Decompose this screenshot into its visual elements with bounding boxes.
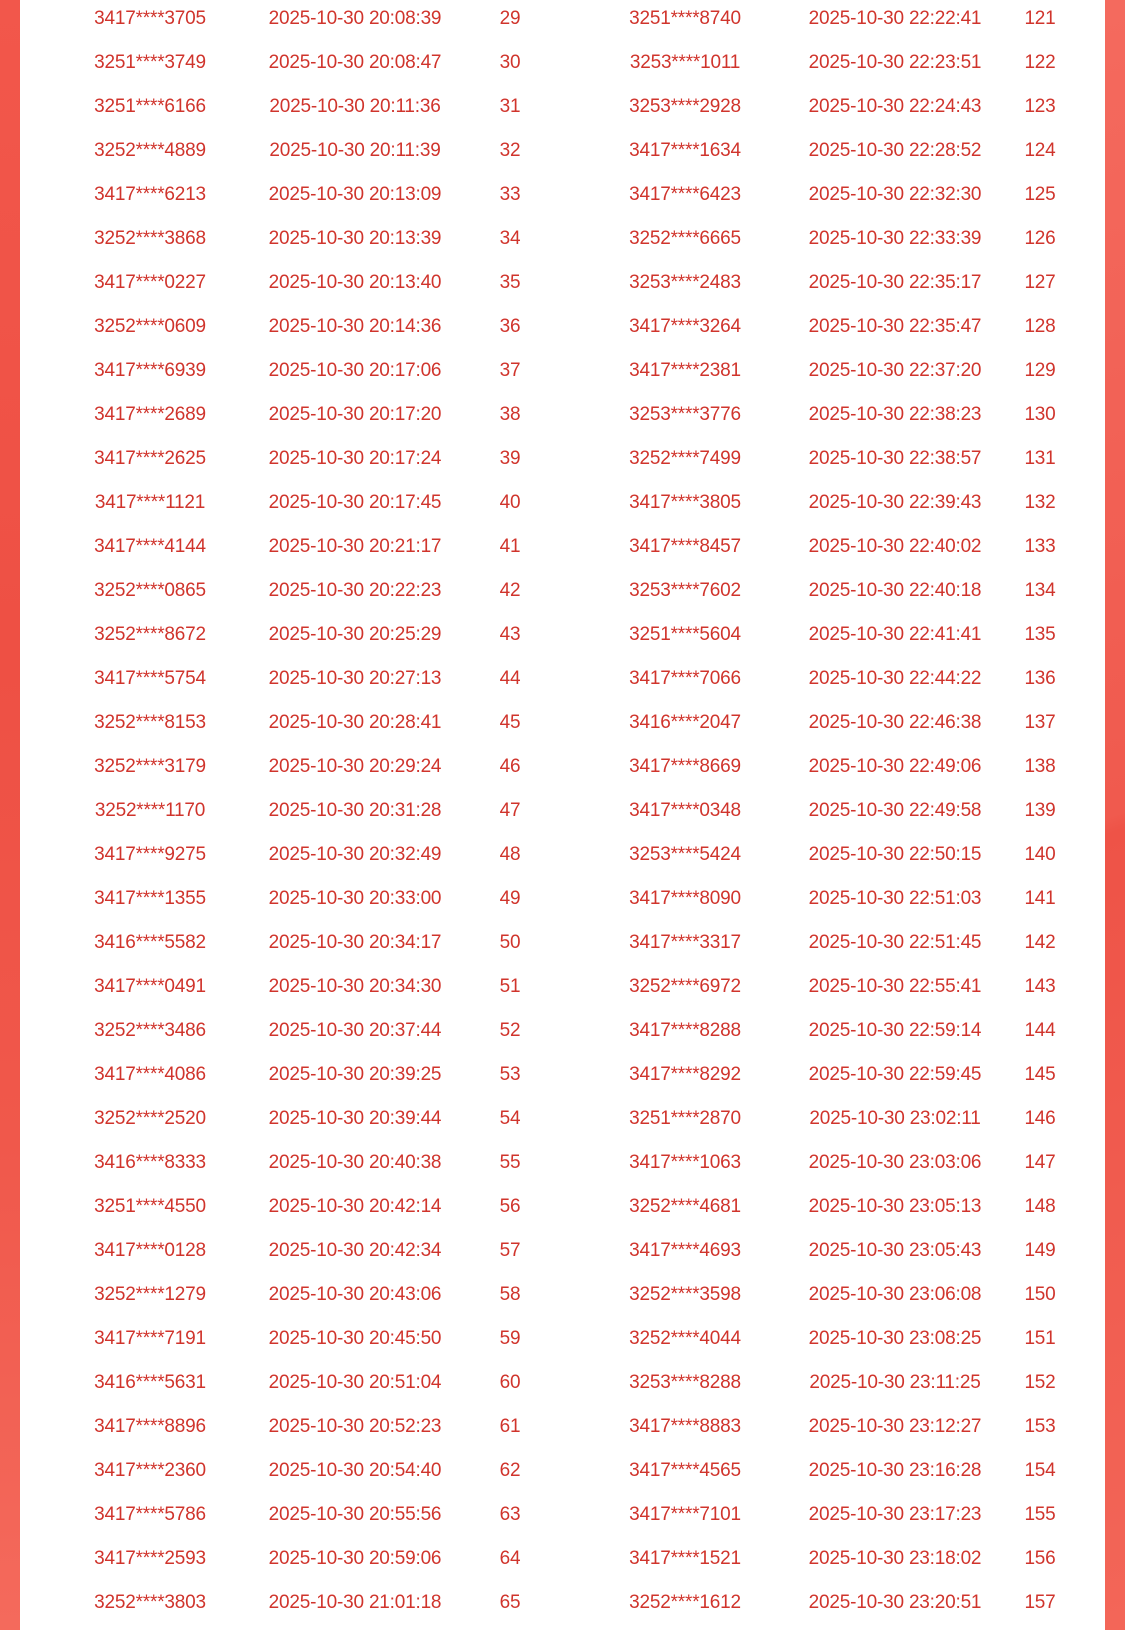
timestamp-cell: 2025-10-30 20:21:17 bbox=[268, 536, 442, 557]
rank-number-cell: 145 bbox=[1024, 1064, 1056, 1085]
rank-number-cell: 140 bbox=[1024, 844, 1056, 865]
timestamp-cell: 2025-10-30 22:49:58 bbox=[808, 800, 982, 821]
timestamp-cell: 2025-10-30 20:22:23 bbox=[268, 580, 442, 601]
rank-number-cell: 146 bbox=[1024, 1108, 1056, 1129]
rank-number-cell: 36 bbox=[499, 316, 521, 337]
phone-number-cell: 3417****2625 bbox=[94, 448, 206, 469]
phone-number-cell: 3417****3317 bbox=[629, 932, 741, 953]
phone-number-cell: 3417****4144 bbox=[94, 536, 206, 557]
rank-number-cell: 41 bbox=[499, 536, 521, 557]
phone-number-cell: 3417****2689 bbox=[94, 404, 206, 425]
phone-number-cell: 3251****2870 bbox=[629, 1108, 741, 1129]
table-row bbox=[20, 88, 1105, 132]
timestamp-cell: 2025-10-30 20:32:49 bbox=[268, 844, 442, 865]
phone-number-cell: 3252****1279 bbox=[94, 1284, 206, 1305]
rank-number-cell: 32 bbox=[499, 140, 521, 161]
timestamp-cell: 2025-10-30 23:20:51 bbox=[808, 1592, 982, 1613]
rank-number-cell: 39 bbox=[499, 448, 521, 469]
table-row bbox=[20, 880, 1105, 924]
rank-number-cell: 47 bbox=[499, 800, 521, 821]
phone-number-cell: 3417****0491 bbox=[94, 976, 206, 997]
phone-number-cell: 3417****6213 bbox=[94, 184, 206, 205]
timestamp-cell: 2025-10-30 20:55:56 bbox=[268, 1504, 442, 1525]
phone-number-cell: 3253****2483 bbox=[629, 272, 741, 293]
rank-number-cell: 52 bbox=[499, 1020, 521, 1041]
phone-number-cell: 3252****3486 bbox=[94, 1020, 206, 1041]
phone-number-cell: 3252****3179 bbox=[94, 756, 206, 777]
phone-number-cell: 3251****3749 bbox=[94, 52, 206, 73]
phone-number-cell: 3251****5604 bbox=[629, 624, 741, 645]
table-row bbox=[20, 1364, 1105, 1408]
phone-number-cell: 3253****1011 bbox=[629, 52, 741, 73]
timestamp-cell: 2025-10-30 22:33:39 bbox=[808, 228, 982, 249]
timestamp-cell: 2025-10-30 20:40:38 bbox=[268, 1152, 442, 1173]
rank-number-cell: 35 bbox=[499, 272, 521, 293]
rank-number-cell: 49 bbox=[499, 888, 521, 909]
table-row bbox=[20, 176, 1105, 220]
phone-number-cell: 3417****4693 bbox=[629, 1240, 741, 1261]
timestamp-cell: 2025-10-30 20:17:06 bbox=[268, 360, 442, 381]
timestamp-cell: 2025-10-30 20:17:24 bbox=[268, 448, 442, 469]
timestamp-cell: 2025-10-30 22:51:45 bbox=[808, 932, 982, 953]
rank-number-cell: 60 bbox=[499, 1372, 521, 1393]
table-row bbox=[20, 1320, 1105, 1364]
rank-number-cell: 48 bbox=[499, 844, 521, 865]
rank-number-cell: 56 bbox=[499, 1196, 521, 1217]
phone-number-cell: 3417****8883 bbox=[629, 1416, 741, 1437]
rank-number-cell: 157 bbox=[1024, 1592, 1056, 1613]
phone-number-cell: 3253****5424 bbox=[629, 844, 741, 865]
table-row bbox=[20, 308, 1105, 352]
rank-number-cell: 133 bbox=[1024, 536, 1056, 557]
phone-number-cell: 3417****5754 bbox=[94, 668, 206, 689]
phone-number-cell: 3252****4889 bbox=[94, 140, 206, 161]
phone-number-cell: 3417****4565 bbox=[629, 1460, 741, 1481]
timestamp-cell: 2025-10-30 20:31:28 bbox=[268, 800, 442, 821]
phone-number-cell: 3417****1634 bbox=[629, 140, 741, 161]
table-row bbox=[20, 1056, 1105, 1100]
phone-number-cell: 3417****3705 bbox=[94, 8, 206, 29]
timestamp-cell: 2025-10-30 23:12:27 bbox=[808, 1416, 982, 1437]
table-row bbox=[20, 616, 1105, 660]
timestamp-cell: 2025-10-30 22:28:52 bbox=[808, 140, 982, 161]
timestamp-cell: 2025-10-30 22:39:43 bbox=[808, 492, 982, 513]
rank-number-cell: 154 bbox=[1024, 1460, 1056, 1481]
rank-number-cell: 128 bbox=[1024, 316, 1056, 337]
timestamp-cell: 2025-10-30 22:50:15 bbox=[808, 844, 982, 865]
timestamp-cell: 2025-10-30 20:11:36 bbox=[269, 96, 441, 117]
timestamp-cell: 2025-10-30 22:32:30 bbox=[808, 184, 982, 205]
timestamp-cell: 2025-10-30 20:34:30 bbox=[268, 976, 442, 997]
rank-number-cell: 138 bbox=[1024, 756, 1056, 777]
rank-number-cell: 143 bbox=[1024, 976, 1056, 997]
timestamp-cell: 2025-10-30 22:46:38 bbox=[808, 712, 982, 733]
timestamp-cell: 2025-10-30 21:01:18 bbox=[268, 1592, 442, 1613]
rank-number-cell: 51 bbox=[499, 976, 521, 997]
phone-number-cell: 3252****1170 bbox=[94, 800, 206, 821]
rank-number-cell: 30 bbox=[499, 52, 521, 73]
rank-number-cell: 125 bbox=[1024, 184, 1056, 205]
timestamp-cell: 2025-10-30 20:42:34 bbox=[268, 1240, 442, 1261]
phone-number-cell: 3252****3598 bbox=[629, 1284, 741, 1305]
timestamp-cell: 2025-10-30 20:17:20 bbox=[268, 404, 442, 425]
winners-table bbox=[20, 0, 1105, 1628]
rank-number-cell: 38 bbox=[499, 404, 521, 425]
table-row bbox=[20, 528, 1105, 572]
phone-number-cell: 3252****4044 bbox=[629, 1328, 741, 1349]
rank-number-cell: 31 bbox=[499, 96, 521, 117]
rank-number-cell: 141 bbox=[1024, 888, 1056, 909]
rank-number-cell: 57 bbox=[499, 1240, 521, 1261]
timestamp-cell: 2025-10-30 20:28:41 bbox=[268, 712, 442, 733]
table-row bbox=[20, 1232, 1105, 1276]
timestamp-cell: 2025-10-30 23:05:13 bbox=[808, 1196, 982, 1217]
table-row bbox=[20, 1584, 1105, 1628]
table-row bbox=[20, 748, 1105, 792]
phone-number-cell: 3417****3805 bbox=[629, 492, 741, 513]
phone-number-cell: 3417****7191 bbox=[94, 1328, 206, 1349]
rank-number-cell: 132 bbox=[1024, 492, 1056, 513]
table-row bbox=[20, 352, 1105, 396]
phone-number-cell: 3417****0348 bbox=[629, 800, 741, 821]
timestamp-cell: 2025-10-30 22:37:20 bbox=[808, 360, 982, 381]
timestamp-cell: 2025-10-30 22:38:23 bbox=[808, 404, 982, 425]
phone-number-cell: 3252****8153 bbox=[94, 712, 206, 733]
table-row bbox=[20, 1540, 1105, 1584]
phone-number-cell: 3417****1355 bbox=[94, 888, 206, 909]
table-row bbox=[20, 1012, 1105, 1056]
timestamp-cell: 2025-10-30 20:13:09 bbox=[268, 184, 442, 205]
timestamp-cell: 2025-10-30 22:59:14 bbox=[808, 1020, 982, 1041]
phone-number-cell: 3251****6166 bbox=[94, 96, 206, 117]
rank-number-cell: 54 bbox=[499, 1108, 521, 1129]
table-row bbox=[20, 220, 1105, 264]
rank-number-cell: 144 bbox=[1024, 1020, 1056, 1041]
rank-number-cell: 156 bbox=[1024, 1548, 1056, 1569]
timestamp-cell: 2025-10-30 23:03:06 bbox=[808, 1152, 982, 1173]
rank-number-cell: 37 bbox=[499, 360, 521, 381]
phone-number-cell: 3252****2520 bbox=[94, 1108, 206, 1129]
table-row bbox=[20, 1188, 1105, 1232]
timestamp-cell: 2025-10-30 23:18:02 bbox=[808, 1548, 982, 1569]
table-row bbox=[20, 660, 1105, 704]
timestamp-cell: 2025-10-30 20:42:14 bbox=[268, 1196, 442, 1217]
phone-number-cell: 3252****6665 bbox=[629, 228, 741, 249]
rank-number-cell: 59 bbox=[499, 1328, 521, 1349]
rank-number-cell: 148 bbox=[1024, 1196, 1056, 1217]
phone-number-cell: 3417****8669 bbox=[629, 756, 741, 777]
rank-number-cell: 147 bbox=[1024, 1152, 1056, 1173]
rank-number-cell: 155 bbox=[1024, 1504, 1056, 1525]
rank-number-cell: 126 bbox=[1024, 228, 1056, 249]
phone-number-cell: 3416****5582 bbox=[94, 932, 206, 953]
phone-number-cell: 3252****0609 bbox=[94, 316, 206, 337]
phone-number-cell: 3417****4086 bbox=[94, 1064, 206, 1085]
rank-number-cell: 121 bbox=[1024, 8, 1056, 29]
phone-number-cell: 3417****1063 bbox=[629, 1152, 741, 1173]
timestamp-cell: 2025-10-30 20:25:29 bbox=[268, 624, 442, 645]
phone-number-cell: 3417****1521 bbox=[629, 1548, 741, 1569]
timestamp-cell: 2025-10-30 22:23:51 bbox=[808, 52, 982, 73]
phone-number-cell: 3252****6972 bbox=[629, 976, 741, 997]
phone-number-cell: 3252****8672 bbox=[94, 624, 206, 645]
phone-number-cell: 3416****8333 bbox=[94, 1152, 206, 1173]
phone-number-cell: 3252****1612 bbox=[629, 1592, 741, 1613]
timestamp-cell: 2025-10-30 20:13:39 bbox=[268, 228, 442, 249]
table-row bbox=[20, 132, 1105, 176]
table-row bbox=[20, 1100, 1105, 1144]
phone-number-cell: 3417****8457 bbox=[629, 536, 741, 557]
timestamp-cell: 2025-10-30 22:44:22 bbox=[808, 668, 982, 689]
phone-number-cell: 3251****4550 bbox=[94, 1196, 206, 1217]
table-row bbox=[20, 264, 1105, 308]
rank-number-cell: 153 bbox=[1024, 1416, 1056, 1437]
table-row bbox=[20, 572, 1105, 616]
timestamp-cell: 2025-10-30 23:11:25 bbox=[809, 1372, 981, 1393]
phone-number-cell: 3417****1121 bbox=[94, 492, 206, 513]
rank-number-cell: 123 bbox=[1024, 96, 1056, 117]
timestamp-cell: 2025-10-30 22:35:47 bbox=[808, 316, 982, 337]
timestamp-cell: 2025-10-30 20:08:47 bbox=[268, 52, 442, 73]
timestamp-cell: 2025-10-30 20:43:06 bbox=[268, 1284, 442, 1305]
timestamp-cell: 2025-10-30 22:35:17 bbox=[808, 272, 982, 293]
timestamp-cell: 2025-10-30 23:05:43 bbox=[808, 1240, 982, 1261]
phone-number-cell: 3417****2360 bbox=[94, 1460, 206, 1481]
rank-number-cell: 43 bbox=[499, 624, 521, 645]
phone-number-cell: 3252****3803 bbox=[94, 1592, 206, 1613]
rank-number-cell: 40 bbox=[499, 492, 521, 513]
table-row bbox=[20, 0, 1105, 44]
timestamp-cell: 2025-10-30 20:14:36 bbox=[268, 316, 442, 337]
phone-number-cell: 3253****3776 bbox=[629, 404, 741, 425]
table-row bbox=[20, 396, 1105, 440]
rank-number-cell: 45 bbox=[499, 712, 521, 733]
phone-number-cell: 3253****2928 bbox=[629, 96, 741, 117]
rank-number-cell: 127 bbox=[1024, 272, 1056, 293]
table-row bbox=[20, 1496, 1105, 1540]
timestamp-cell: 2025-10-30 23:02:11 bbox=[809, 1108, 981, 1129]
timestamp-cell: 2025-10-30 22:40:02 bbox=[808, 536, 982, 557]
phone-number-cell: 3416****5631 bbox=[94, 1372, 206, 1393]
timestamp-cell: 2025-10-30 20:27:13 bbox=[268, 668, 442, 689]
rank-number-cell: 124 bbox=[1024, 140, 1056, 161]
rank-number-cell: 131 bbox=[1024, 448, 1056, 469]
table-row bbox=[20, 484, 1105, 528]
table-row bbox=[20, 968, 1105, 1012]
timestamp-cell: 2025-10-30 20:39:25 bbox=[268, 1064, 442, 1085]
phone-number-cell: 3253****8288 bbox=[629, 1372, 741, 1393]
timestamp-cell: 2025-10-30 20:54:40 bbox=[268, 1460, 442, 1481]
decorative-border-right bbox=[1105, 0, 1125, 1630]
phone-number-cell: 3416****2047 bbox=[629, 712, 741, 733]
phone-number-cell: 3253****7602 bbox=[629, 580, 741, 601]
rank-number-cell: 53 bbox=[499, 1064, 521, 1085]
rank-number-cell: 135 bbox=[1024, 624, 1056, 645]
timestamp-cell: 2025-10-30 20:51:04 bbox=[268, 1372, 442, 1393]
rank-number-cell: 122 bbox=[1024, 52, 1056, 73]
timestamp-cell: 2025-10-30 23:16:28 bbox=[808, 1460, 982, 1481]
phone-number-cell: 3417****0128 bbox=[94, 1240, 206, 1261]
rank-number-cell: 58 bbox=[499, 1284, 521, 1305]
timestamp-cell: 2025-10-30 22:51:03 bbox=[808, 888, 982, 909]
timestamp-cell: 2025-10-30 22:59:45 bbox=[808, 1064, 982, 1085]
timestamp-cell: 2025-10-30 22:41:41 bbox=[808, 624, 982, 645]
timestamp-cell: 2025-10-30 20:39:44 bbox=[268, 1108, 442, 1129]
table-row bbox=[20, 792, 1105, 836]
timestamp-cell: 2025-10-30 20:13:40 bbox=[268, 272, 442, 293]
phone-number-cell: 3417****7066 bbox=[629, 668, 741, 689]
timestamp-cell: 2025-10-30 20:11:39 bbox=[269, 140, 441, 161]
rank-number-cell: 42 bbox=[499, 580, 521, 601]
timestamp-cell: 2025-10-30 23:17:23 bbox=[808, 1504, 982, 1525]
phone-number-cell: 3251****8740 bbox=[629, 8, 741, 29]
rank-number-cell: 62 bbox=[499, 1460, 521, 1481]
timestamp-cell: 2025-10-30 20:45:50 bbox=[268, 1328, 442, 1349]
timestamp-cell: 2025-10-30 20:34:17 bbox=[268, 932, 442, 953]
timestamp-cell: 2025-10-30 20:52:23 bbox=[268, 1416, 442, 1437]
phone-number-cell: 3417****9275 bbox=[94, 844, 206, 865]
phone-number-cell: 3252****0865 bbox=[94, 580, 206, 601]
table-row bbox=[20, 1408, 1105, 1452]
table-row bbox=[20, 704, 1105, 748]
timestamp-cell: 2025-10-30 23:08:25 bbox=[808, 1328, 982, 1349]
phone-number-cell: 3417****6939 bbox=[94, 360, 206, 381]
table-row bbox=[20, 440, 1105, 484]
table-row bbox=[20, 924, 1105, 968]
phone-number-cell: 3417****0227 bbox=[94, 272, 206, 293]
rank-number-cell: 61 bbox=[499, 1416, 521, 1437]
rank-number-cell: 152 bbox=[1024, 1372, 1056, 1393]
phone-number-cell: 3417****6423 bbox=[629, 184, 741, 205]
rank-number-cell: 136 bbox=[1024, 668, 1056, 689]
timestamp-cell: 2025-10-30 20:59:06 bbox=[268, 1548, 442, 1569]
rank-number-cell: 46 bbox=[499, 756, 521, 777]
rank-number-cell: 139 bbox=[1024, 800, 1056, 821]
rank-number-cell: 151 bbox=[1024, 1328, 1056, 1349]
phone-number-cell: 3417****8288 bbox=[629, 1020, 741, 1041]
rank-number-cell: 34 bbox=[499, 228, 521, 249]
timestamp-cell: 2025-10-30 22:38:57 bbox=[808, 448, 982, 469]
timestamp-cell: 2025-10-30 22:49:06 bbox=[808, 756, 982, 777]
rank-number-cell: 142 bbox=[1024, 932, 1056, 953]
rank-number-cell: 129 bbox=[1024, 360, 1056, 381]
timestamp-cell: 2025-10-30 20:33:00 bbox=[268, 888, 442, 909]
timestamp-cell: 2025-10-30 22:24:43 bbox=[808, 96, 982, 117]
table-row bbox=[20, 1452, 1105, 1496]
rank-number-cell: 149 bbox=[1024, 1240, 1056, 1261]
phone-number-cell: 3252****3868 bbox=[94, 228, 206, 249]
phone-number-cell: 3417****2381 bbox=[629, 360, 741, 381]
table-row bbox=[20, 836, 1105, 880]
rank-number-cell: 130 bbox=[1024, 404, 1056, 425]
timestamp-cell: 2025-10-30 20:37:44 bbox=[268, 1020, 442, 1041]
timestamp-cell: 2025-10-30 22:55:41 bbox=[808, 976, 982, 997]
rank-number-cell: 50 bbox=[499, 932, 521, 953]
rank-number-cell: 134 bbox=[1024, 580, 1056, 601]
timestamp-cell: 2025-10-30 22:40:18 bbox=[808, 580, 982, 601]
phone-number-cell: 3417****7101 bbox=[629, 1504, 741, 1525]
timestamp-cell: 2025-10-30 20:08:39 bbox=[268, 8, 442, 29]
timestamp-cell: 2025-10-30 20:17:45 bbox=[268, 492, 442, 513]
phone-number-cell: 3252****7499 bbox=[629, 448, 741, 469]
phone-number-cell: 3417****8292 bbox=[629, 1064, 741, 1085]
rank-number-cell: 64 bbox=[499, 1548, 521, 1569]
rank-number-cell: 33 bbox=[499, 184, 521, 205]
rank-number-cell: 55 bbox=[499, 1152, 521, 1173]
timestamp-cell: 2025-10-30 20:29:24 bbox=[268, 756, 442, 777]
rank-number-cell: 63 bbox=[499, 1504, 521, 1525]
table-row bbox=[20, 44, 1105, 88]
phone-number-cell: 3417****8090 bbox=[629, 888, 741, 909]
phone-number-cell: 3417****8896 bbox=[94, 1416, 206, 1437]
timestamp-cell: 2025-10-30 22:22:41 bbox=[808, 8, 982, 29]
phone-number-cell: 3417****5786 bbox=[94, 1504, 206, 1525]
table-row bbox=[20, 1276, 1105, 1320]
rank-number-cell: 29 bbox=[499, 8, 521, 29]
rank-number-cell: 44 bbox=[499, 668, 521, 689]
phone-number-cell: 3252****4681 bbox=[629, 1196, 741, 1217]
timestamp-cell: 2025-10-30 23:06:08 bbox=[808, 1284, 982, 1305]
phone-number-cell: 3417****2593 bbox=[94, 1548, 206, 1569]
phone-number-cell: 3417****3264 bbox=[629, 316, 741, 337]
rank-number-cell: 150 bbox=[1024, 1284, 1056, 1305]
rank-number-cell: 137 bbox=[1024, 712, 1056, 733]
rank-number-cell: 65 bbox=[499, 1592, 521, 1613]
table-row bbox=[20, 1144, 1105, 1188]
